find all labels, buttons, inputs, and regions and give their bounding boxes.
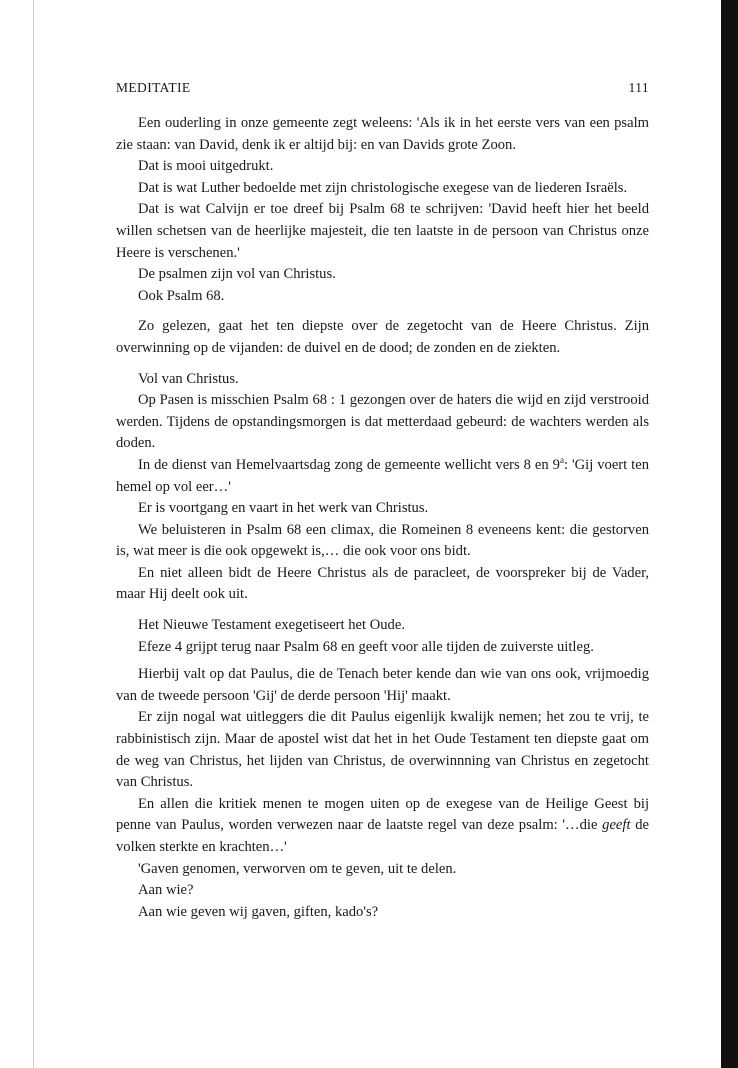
paragraph: Een ouderling in onze gemeente zegt weleens: 'Als ik in het eerste vers van een psalm zie staan: van David, denk ik er altijd bij: en van Davids grote Zoon. xyxy=(116,115,649,153)
paragraph: En allen die kritiek menen te mogen uiten op de exegese van de Heilige Geest bij penne van Paulus, worden verwezen naar de laatste regel van deze psalm: '…die geeft de volken sterkte en krachten…' xyxy=(116,795,649,855)
scan-border xyxy=(721,0,738,1068)
paragraph: Dat is wat Luther bedoelde met zijn christologische exegese van de liederen Israëls. xyxy=(138,179,628,196)
paragraph: In de dienst van Hemelvaartsdag zong de gemeente wellicht vers 8 en 9$^a$: 'Gij voert ten hemel op vol eer…' xyxy=(116,455,650,495)
page xyxy=(34,0,721,1068)
page-number: 111 xyxy=(628,80,649,95)
scan-margin xyxy=(0,0,33,1068)
paragraph: Aan wie? xyxy=(138,882,194,899)
paragraph: Op Pasen is misschien Psalm 68 : 1 gezongen over de haters die wijd en zijd verstrooid werden. Tijdens de opstandingsmorgen is dat metterdaad gebeurd: de wachters werden als doden. xyxy=(116,392,649,452)
paragraph: 'Gaven genomen, verworven om te geven, uit te delen. xyxy=(138,860,457,877)
header-title: MEDITATIE xyxy=(116,80,191,95)
running-header xyxy=(116,80,649,96)
paragraph: Dat is wat Calvijn er toe dreef bij Psalm 68 te schrijven: 'David heeft hier het beeld willen schetsen van de heerlijke majesteit, die ten laatste in de persoon van Christus onze Heere is verschenen.' xyxy=(116,201,649,261)
paragraph: En niet alleen bidt de Heere Christus als de paracleet, de voorspreker bij de Vader, maar Hij deelt ook uit. xyxy=(116,564,649,603)
paragraph: De psalmen zijn vol van Christus. xyxy=(138,266,336,283)
paragraph: Hierbij valt op dat Paulus, die de Tenach beter kende dan wie van ons ook, vrijmoedig van de tweede persoon 'Gij' de derde persoon 'Hij' maakt. xyxy=(116,666,649,704)
paragraph: Zo gelezen, gaat het ten diepste over de zegetocht van de Heere Christus. Zijn overwinning op de vijanden: de duivel en de dood; de zonden en de ziekten. xyxy=(116,318,649,356)
superscript: a xyxy=(559,455,564,466)
body-text xyxy=(116,113,649,923)
paragraph: Het Nieuwe Testament exegetiseert het Oude. xyxy=(138,617,405,634)
paragraph: Efeze 4 grijpt terug naar Psalm 68 en geeft voor alle tijden de zuiverste uitleg. xyxy=(138,638,594,655)
paragraph: Ook Psalm 68. xyxy=(138,287,225,304)
paragraph: We beluisteren in Psalm 68 een climax, die Romeinen 8 eveneens kent: die gestorven is, wat meer is die ook opgewekt is,… die ook voor ons bidt. xyxy=(116,521,649,560)
emphasis: geeft xyxy=(602,817,631,834)
paragraph: Aan wie geven wij gaven, giften, kado's? xyxy=(138,903,379,920)
paragraph: Er zijn nogal wat uitleggers die dit Paulus eigenlijk kwalijk nemen; het zou te vrij, te rabbinistisch zijn. Maar de apostel wist dat het in het Oude Testament ten diepste gaat om de weg van Christus, het lijden van Christus, de overwinnning van Christus en zegetocht van Christus. xyxy=(116,709,649,791)
paragraph: Vol van Christus. xyxy=(138,370,239,387)
paragraph: Er is voortgang en vaart in het werk van Christus. xyxy=(138,500,429,517)
paragraph: Dat is mooi uitgedrukt. xyxy=(138,158,274,175)
